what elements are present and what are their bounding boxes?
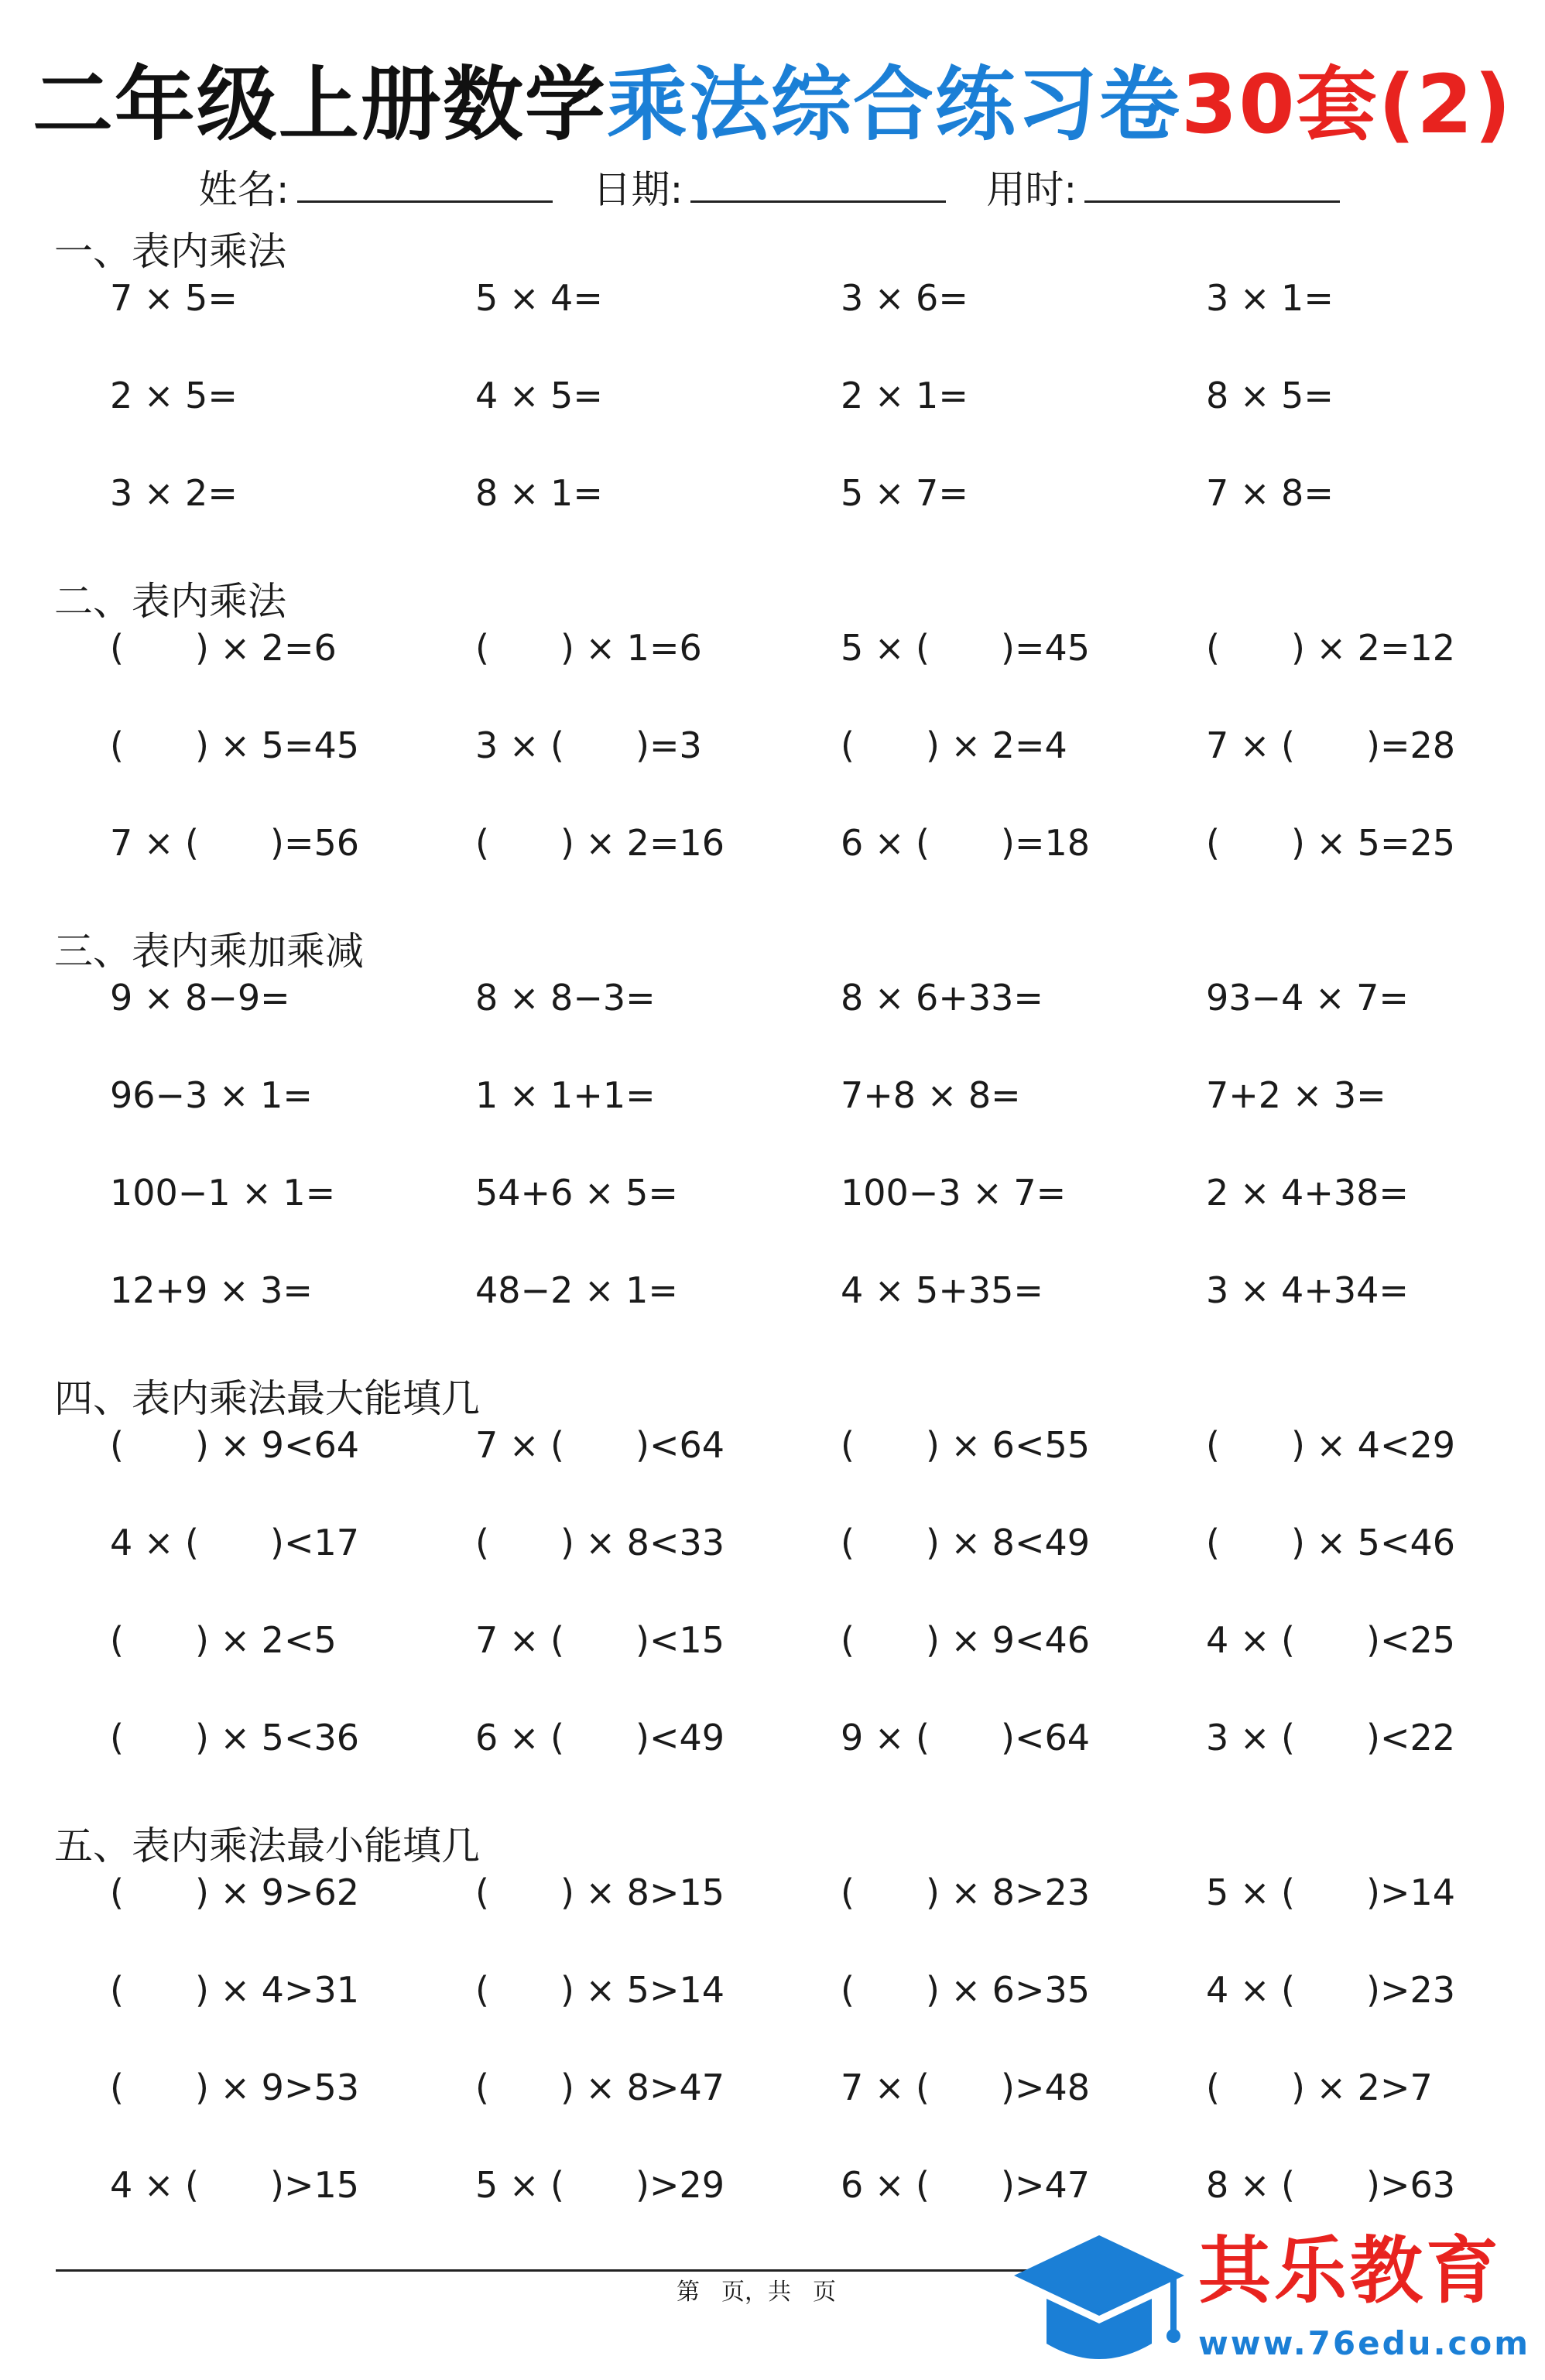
problem: 9 × ( )<64: [841, 1717, 1091, 1758]
student-info-row: [0, 159, 1545, 221]
section-title: 一、表内乘法: [54, 229, 286, 274]
problem: 8 × 6+33=: [841, 977, 1043, 1019]
problem: ( ) × 4<29: [1206, 1424, 1456, 1466]
problem: 100−3 × 7=: [841, 1172, 1067, 1214]
problem: 3 × ( )=3: [475, 724, 702, 766]
problem: 3 × 6=: [841, 277, 968, 319]
problem-grid: [110, 1865, 1545, 2255]
problem: ( ) × 4>31: [110, 1969, 360, 2011]
name-label: 姓名:: [198, 167, 289, 212]
problem: 6 × ( )=18: [841, 822, 1091, 864]
problem: ( ) × 5>14: [475, 1969, 725, 2011]
problem: ( ) × 2=16: [475, 822, 725, 864]
title-set: 30套(2): [1180, 57, 1513, 152]
problem: 7 × ( )=56: [110, 822, 360, 864]
problem: ( ) × 1=6: [475, 627, 702, 669]
problem: 5 × 7=: [841, 472, 968, 514]
problem: ( ) × 8>47: [475, 2067, 725, 2108]
problem: ( ) × 8<49: [841, 1522, 1091, 1563]
problem: 7 × ( )>48: [841, 2067, 1091, 2108]
page-mid: 页，共: [721, 2279, 791, 2306]
problem: 7 × ( )<15: [475, 1619, 725, 1661]
problem-grid: [110, 271, 1545, 563]
problem: 7+2 × 3=: [1206, 1074, 1386, 1116]
problem: 5 × 4=: [475, 277, 603, 319]
section-title: 二、表内乘法: [54, 579, 286, 624]
problem: 100−1 × 1=: [110, 1172, 336, 1214]
problem: 3 × 2=: [110, 472, 238, 514]
problem: 6 × ( )<49: [475, 1717, 725, 1758]
date-blank[interactable]: [690, 196, 946, 203]
problem: 12+9 × 3=: [110, 1269, 313, 1311]
section-title: 五、表内乘法最小能填几: [54, 1824, 480, 1868]
problem: 7 × 5=: [110, 277, 238, 319]
problem: ( ) × 8>23: [841, 1871, 1091, 1913]
problem: ( ) × 5=25: [1206, 822, 1456, 864]
problem: 8 × 1=: [475, 472, 603, 514]
problem: ( ) × 2=12: [1206, 627, 1456, 669]
problem: ( ) × 9>62: [110, 1871, 360, 1913]
date-label: 日期:: [592, 167, 683, 212]
problem: 4 × ( )<17: [110, 1522, 360, 1563]
problem: 8 × ( )>63: [1206, 2164, 1456, 2206]
graduation-cap-icon: [999, 2228, 1192, 2375]
problem: 7 × ( )=28: [1206, 724, 1456, 766]
problem: 3 × 4+34=: [1206, 1269, 1409, 1311]
problem: ( ) × 8>15: [475, 1871, 725, 1913]
problem-grid: [110, 621, 1545, 913]
problem: ( ) × 9<64: [110, 1424, 360, 1466]
name-blank[interactable]: [297, 196, 553, 203]
problem: 7 × ( )<64: [475, 1424, 725, 1466]
problem: 1 × 1+1=: [475, 1074, 656, 1116]
problem: 2 × 5=: [110, 375, 238, 416]
problem: ( ) × 2<5: [110, 1619, 337, 1661]
title-grade: 二年级上册数学: [32, 57, 607, 152]
problem: 4 × ( )>23: [1206, 1969, 1456, 2011]
problem: 7 × 8=: [1206, 472, 1334, 514]
problem-grid: [110, 1418, 1545, 1808]
title-topic: 乘法综合练习卷: [606, 57, 1181, 152]
problem: 7+8 × 8=: [841, 1074, 1021, 1116]
problem: 4 × ( )>15: [110, 2164, 360, 2206]
problem: ( ) × 5<36: [110, 1717, 360, 1758]
problem: ( ) × 5=45: [110, 724, 360, 766]
problem: 48−2 × 1=: [475, 1269, 678, 1311]
problem: 4 × ( )<25: [1206, 1619, 1456, 1661]
footer-divider: [56, 2269, 1062, 2272]
problem: 4 × 5=: [475, 375, 603, 416]
problem-grid: [110, 971, 1545, 1361]
problem: 3 × ( )<22: [1206, 1717, 1456, 1758]
problem: ( ) × 2=6: [110, 627, 337, 669]
page-end: 页: [813, 2279, 836, 2306]
problem: 8 × 8−3=: [475, 977, 656, 1019]
problem: ( ) × 2>7: [1206, 2067, 1433, 2108]
brand-logo-text: 其乐教育: [1198, 2229, 1502, 2313]
page-label: 第: [677, 2279, 700, 2306]
time-label: 用时:: [986, 167, 1077, 212]
problem: ( ) × 6>35: [841, 1969, 1091, 2011]
problem: ( ) × 9<46: [841, 1619, 1091, 1661]
problem: ( ) × 5<46: [1206, 1522, 1456, 1563]
problem: 96−3 × 1=: [110, 1074, 313, 1116]
time-blank[interactable]: [1084, 196, 1340, 203]
page-title: [0, 46, 1545, 163]
problem: ( ) × 6<55: [841, 1424, 1091, 1466]
section-title: 三、表内乘加乘减: [54, 929, 364, 974]
problem: 54+6 × 5=: [475, 1172, 678, 1214]
section-title: 四、表内乘法最大能填几: [54, 1376, 480, 1421]
brand-website: www.76edu.com: [1198, 2324, 1531, 2362]
problem: 3 × 1=: [1206, 277, 1334, 319]
problem: 93−4 × 7=: [1206, 977, 1409, 1019]
problem: ( ) × 8<33: [475, 1522, 725, 1563]
problem: ( ) × 2=4: [841, 724, 1067, 766]
problem: 2 × 4+38=: [1206, 1172, 1409, 1214]
problem: 6 × ( )>47: [841, 2164, 1091, 2206]
page-number: [666, 2276, 847, 2310]
problem: 2 × 1=: [841, 375, 968, 416]
problem: 5 × ( )>14: [1206, 1871, 1456, 1913]
problem: 5 × ( )=45: [841, 627, 1091, 669]
problem: ( ) × 9>53: [110, 2067, 360, 2108]
problem: 9 × 8−9=: [110, 977, 290, 1019]
problem: 5 × ( )>29: [475, 2164, 725, 2206]
problem: 8 × 5=: [1206, 375, 1334, 416]
problem: 4 × 5+35=: [841, 1269, 1043, 1311]
